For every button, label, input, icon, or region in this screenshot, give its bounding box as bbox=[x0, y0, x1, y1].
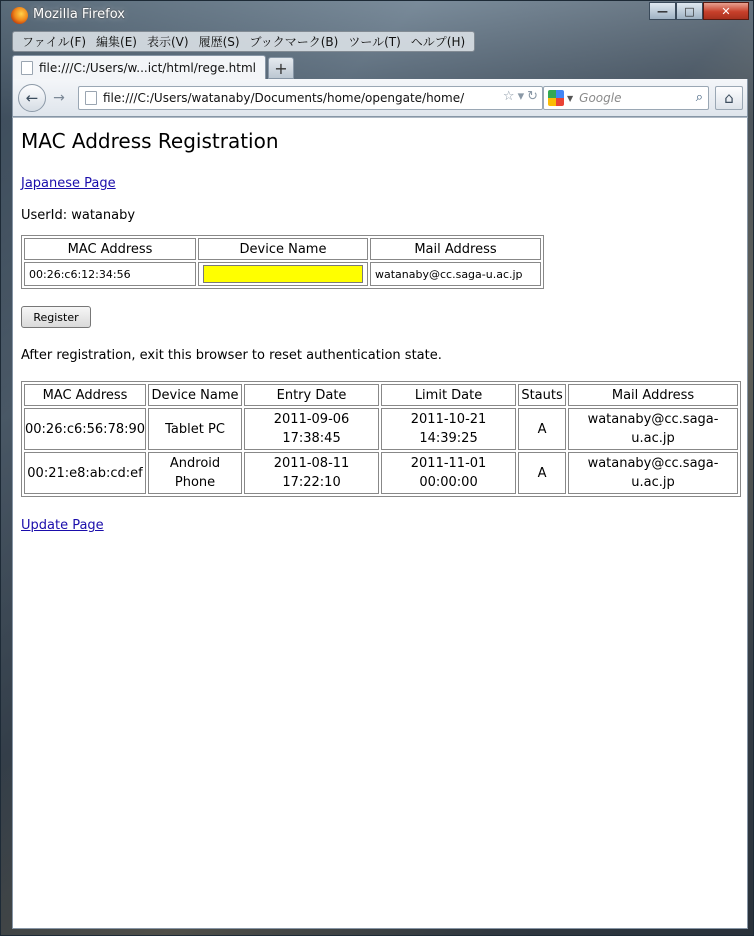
device-name-cell bbox=[198, 262, 368, 286]
cell-mac-address: 00:26:c6:56:78:90 bbox=[24, 408, 146, 450]
userid-text: UserId: watanaby bbox=[21, 208, 136, 223]
header-entry-date: Entry Date bbox=[244, 384, 379, 406]
site-identity-icon[interactable] bbox=[85, 91, 97, 105]
registration-note: After registration, exit this browser to reset authentication state. bbox=[21, 348, 442, 363]
maximize-button[interactable]: □ bbox=[676, 2, 703, 20]
navigation-toolbar bbox=[12, 79, 748, 117]
reload-icon[interactable]: ↻ bbox=[527, 89, 538, 104]
page-content bbox=[12, 117, 748, 929]
japanese-page-link[interactable]: Japanese Page bbox=[21, 176, 116, 191]
back-arrow-icon: ← bbox=[25, 89, 39, 107]
mail-address-value: watanaby@cc.saga-u.ac.jp bbox=[370, 262, 541, 286]
menu-view[interactable]: 表示(V) bbox=[146, 35, 189, 49]
cell-limit-date: 2011-11-01 00:00:00 bbox=[381, 452, 516, 494]
cell-entry-date: 2011-09-06 17:38:45 bbox=[244, 408, 379, 450]
home-button[interactable] bbox=[715, 86, 743, 110]
menu-bookmarks[interactable]: ブックマーク(B) bbox=[249, 35, 339, 49]
cell-mac-address: 00:21:e8:ab:cd:ef bbox=[24, 452, 146, 494]
firefox-logo-icon bbox=[11, 7, 28, 24]
menu-edit[interactable]: 編集(E) bbox=[96, 35, 137, 49]
minimize-button[interactable]: — bbox=[649, 2, 676, 20]
update-page-link[interactable]: Update Page bbox=[21, 518, 104, 533]
cell-entry-date: 2011-08-11 17:22:10 bbox=[244, 452, 379, 494]
back-button[interactable] bbox=[18, 84, 46, 112]
menu-tools[interactable]: ツール(T) bbox=[348, 35, 401, 49]
forward-arrow-icon: → bbox=[53, 90, 65, 106]
history-dropdown-icon[interactable]: ▾ bbox=[517, 89, 525, 104]
cell-mail-address: watanaby@cc.saga-u.ac.jp bbox=[568, 408, 738, 450]
search-bar[interactable] bbox=[543, 86, 709, 110]
url-text[interactable]: file:///C:/Users/watanaby/Documents/home/opengate/home/ bbox=[103, 91, 465, 105]
tab-label: file:///C:/Users/w...ict/html/rege.html bbox=[39, 60, 256, 75]
cell-status: A bbox=[518, 452, 566, 494]
menu-bar bbox=[12, 31, 475, 52]
page-title: MAC Address Registration bbox=[21, 129, 279, 153]
cell-limit-date: 2011-10-21 14:39:25 bbox=[381, 408, 516, 450]
tab-active[interactable] bbox=[12, 55, 266, 79]
forward-button[interactable] bbox=[48, 88, 70, 108]
google-engine-icon[interactable] bbox=[548, 90, 564, 106]
cell-mail-address: watanaby@cc.saga-u.ac.jp bbox=[568, 452, 738, 494]
menu-help[interactable]: ヘルプ(H) bbox=[410, 35, 466, 49]
tab-bar bbox=[12, 55, 294, 79]
device-name-input[interactable] bbox=[203, 265, 363, 283]
registration-form-table bbox=[21, 235, 544, 289]
home-icon: ⌂ bbox=[724, 89, 734, 107]
close-button[interactable]: ✕ bbox=[703, 2, 749, 20]
search-input[interactable]: Google bbox=[579, 91, 622, 105]
engine-dropdown-icon[interactable]: ▼ bbox=[567, 93, 574, 103]
cell-device-name: Tablet PC bbox=[148, 408, 242, 450]
table-row bbox=[24, 408, 738, 450]
header-mac-address: MAC Address bbox=[24, 238, 196, 260]
header-device-name: Device Name bbox=[148, 384, 242, 406]
table-row bbox=[24, 452, 738, 494]
menu-history[interactable]: 履歴(S) bbox=[198, 35, 240, 49]
page-icon bbox=[21, 61, 33, 75]
new-tab-button[interactable]: + bbox=[268, 57, 294, 79]
url-bar[interactable] bbox=[78, 86, 543, 110]
menu-file[interactable]: ファイル(F) bbox=[22, 35, 87, 49]
header-status: Stauts bbox=[518, 384, 566, 406]
window-title: Mozilla Firefox bbox=[33, 7, 125, 22]
header-device-name: Device Name bbox=[198, 238, 368, 260]
bookmark-star-icon[interactable]: ☆ bbox=[502, 89, 515, 104]
header-limit-date: Limit Date bbox=[381, 384, 516, 406]
header-mac-address: MAC Address bbox=[24, 384, 146, 406]
registered-devices-table bbox=[21, 381, 741, 497]
window-controls bbox=[649, 2, 749, 20]
url-tools bbox=[503, 89, 538, 104]
search-icon[interactable]: ⌕ bbox=[695, 90, 703, 105]
cell-device-name: Android Phone bbox=[148, 452, 242, 494]
register-button[interactable]: Register bbox=[21, 306, 91, 328]
header-mail-address: Mail Address bbox=[568, 384, 738, 406]
header-mail-address: Mail Address bbox=[370, 238, 541, 260]
mac-address-value: 00:26:c6:12:34:56 bbox=[24, 262, 196, 286]
cell-status: A bbox=[518, 408, 566, 450]
title-bar bbox=[1, 1, 754, 29]
